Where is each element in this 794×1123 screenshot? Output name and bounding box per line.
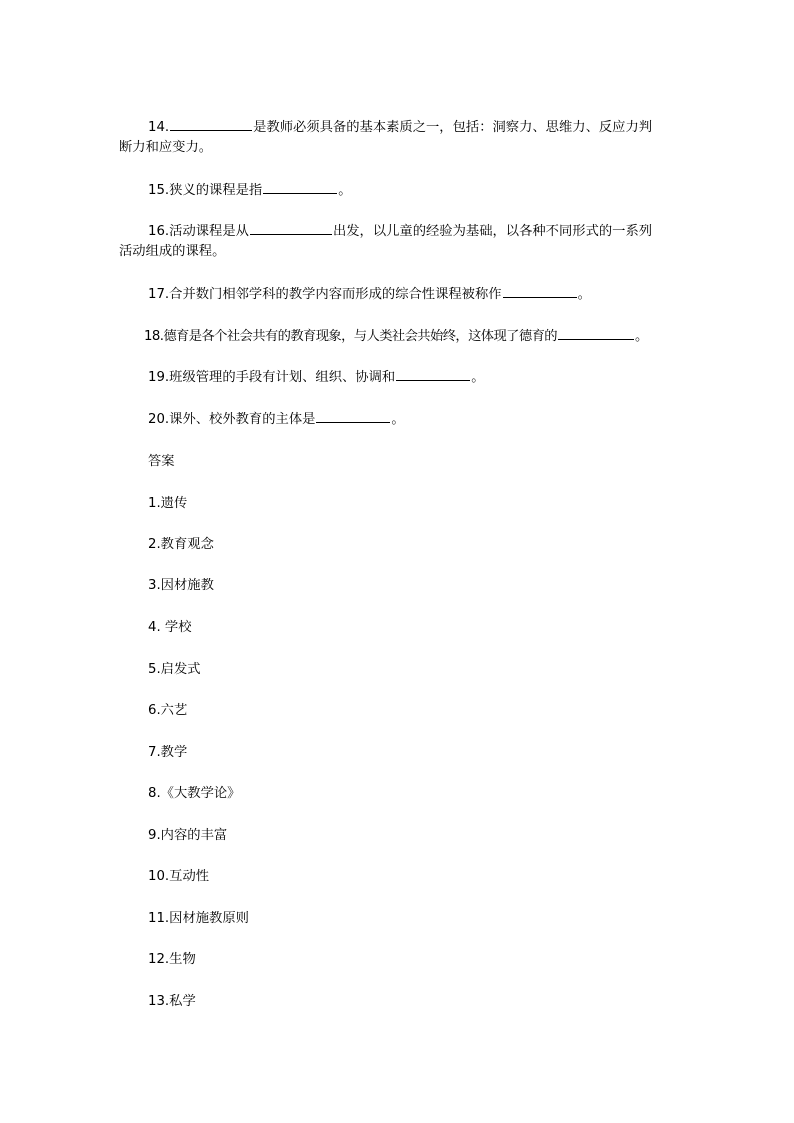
answer-item: 7.教学 — [148, 745, 188, 760]
question-15 — [148, 181, 352, 201]
answer-blank — [170, 118, 252, 131]
answer-item: 9.内容的丰富 — [148, 828, 228, 843]
question-20 — [148, 410, 405, 430]
answer-item: 6.六艺 — [148, 703, 188, 718]
question-text-after: 。 — [338, 183, 352, 198]
answer-item: 8.《大教学论》 — [148, 786, 241, 801]
answer-item: 4. 学校 — [148, 620, 192, 635]
question-text-before: 合并数门相邻学科的教学内容而形成的综合性课程被称作 — [169, 287, 502, 302]
question-number: 15. — [148, 183, 170, 198]
answer-blank — [250, 222, 332, 235]
answer-item: 2.教育观念 — [148, 537, 214, 552]
question-number: 18. — [144, 329, 164, 344]
question-text-after: 是教师必须具备的基本素质之一，包括：洞察力、思维力、反应力判 — [253, 120, 653, 135]
answer-blank — [263, 181, 337, 194]
question-text-after: 出发，以儿童的经验为基础，以各种不同形式的一系列 — [332, 224, 653, 239]
question-16 — [148, 222, 652, 242]
question-14 — [148, 118, 652, 138]
question-number: 16. — [148, 224, 170, 239]
question-text-before: 课外、校外教育的主体是 — [169, 412, 316, 427]
question-text-before: 狭义的课程是指 — [169, 183, 263, 198]
question-18 — [144, 327, 648, 347]
question-text-after: 。 — [634, 329, 648, 344]
answer-item: 13.私学 — [148, 994, 196, 1009]
answer-item: 10.互动性 — [148, 869, 210, 884]
question-number: 14. — [148, 120, 170, 135]
question-17 — [148, 285, 591, 305]
question-16-continuation: 活动组成的课程。 — [119, 244, 226, 259]
question-number: 20. — [148, 412, 170, 427]
question-text-after: 。 — [577, 287, 591, 302]
answer-item: 12.生物 — [148, 952, 196, 967]
question-text-before: 班级管理的手段有计划、组织、协调和 — [169, 370, 396, 385]
answer-item: 11.因材施教原则 — [148, 911, 249, 926]
answer-blank — [396, 368, 470, 381]
question-text-after: 。 — [471, 370, 485, 385]
answers-heading: 答案 — [148, 454, 175, 469]
question-number: 19. — [148, 370, 170, 385]
answer-item: 3.因材施教 — [148, 578, 214, 593]
answer-item: 5.启发式 — [148, 662, 201, 677]
answer-blank — [503, 285, 577, 298]
question-text-before: 德育是各个社会共有的教育现象，与人类社会共始终，这体现了德育的 — [163, 329, 557, 344]
question-text-after: 。 — [391, 412, 405, 427]
question-text-before: 活动课程是从 — [169, 224, 249, 239]
question-number: 17. — [148, 287, 170, 302]
answer-item: 1.遗传 — [148, 496, 188, 511]
answer-blank — [316, 410, 390, 423]
question-14-continuation: 断力和应变力。 — [119, 140, 213, 155]
question-19 — [148, 368, 485, 388]
answer-blank — [558, 327, 634, 340]
